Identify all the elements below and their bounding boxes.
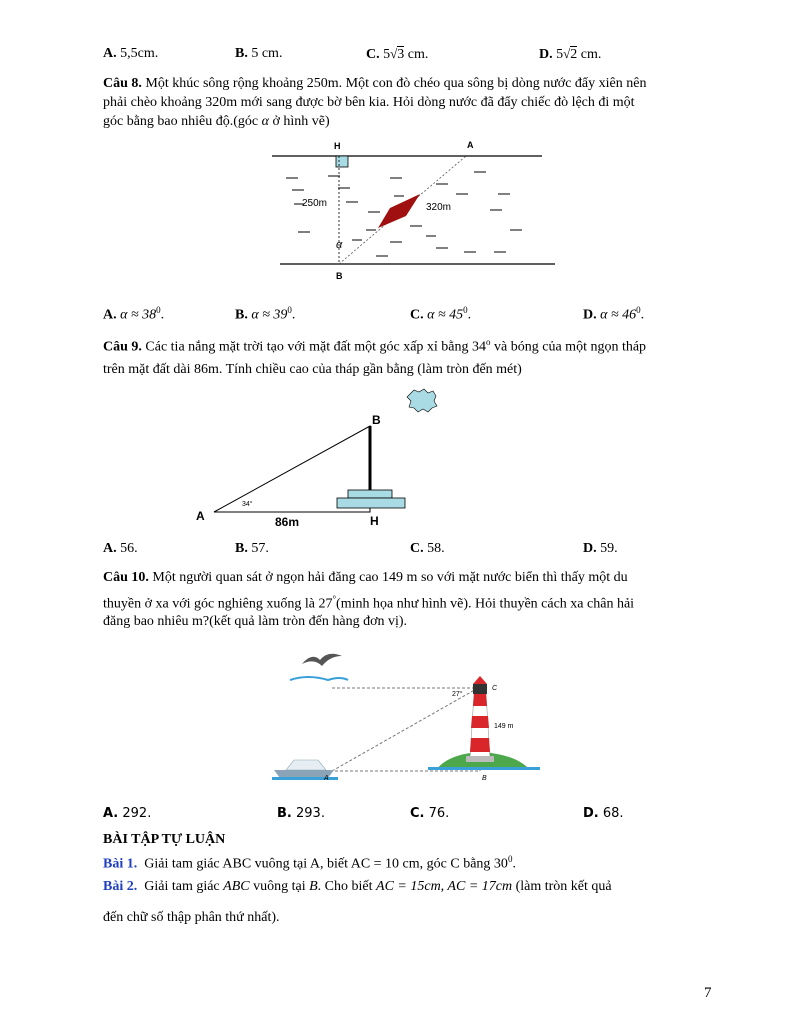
- river-figure: [270, 134, 560, 284]
- label-H: H: [334, 141, 341, 151]
- label-C: C: [492, 685, 498, 692]
- q10-line-3: đăng bao nhiêu m?(kết quả làm tròn đến hàng đơn vị).: [103, 614, 408, 629]
- tower-base-bottom: [337, 498, 405, 508]
- q8-option-d: D. $\alpha \approx 46^0$.: [583, 305, 645, 323]
- q8-line-3: góc bằng bao nhiêu độ.(góc α ở hình vẽ): [103, 114, 330, 129]
- lighthouse-base: [466, 756, 494, 762]
- tower-base-top: [348, 490, 392, 498]
- label-B: B: [372, 413, 381, 427]
- q10-line-1: Câu 10. Một người quan sát ở ngọn hải đăng cao 149 m so với mặt nước biển thì thấy một du: [103, 570, 628, 585]
- label-H: H: [370, 514, 379, 528]
- question-label: Câu 10.: [103, 570, 149, 585]
- q9-option-d: D. 59.: [583, 541, 618, 556]
- option-label: D.: [539, 47, 553, 62]
- label-angle: 34°: [242, 501, 253, 508]
- lighthouse-roof: [473, 676, 487, 684]
- label-A: A: [467, 140, 474, 150]
- label-B: B: [482, 775, 487, 782]
- option-text: 5 cm.: [251, 46, 283, 61]
- q7-option-b: [235, 46, 282, 62]
- q7-option-d: D. 5√2 cm.: [539, 46, 602, 62]
- sqrt-sign: √: [390, 46, 398, 61]
- q9-option-c: C. 58.: [410, 541, 445, 556]
- label-250m: 250m: [302, 198, 328, 209]
- label-A: A: [324, 775, 329, 782]
- option-label: C.: [366, 47, 380, 62]
- exercise-label: Bài 1.: [103, 856, 138, 872]
- bai2-line-2: đến chữ số thập phân thứ nhất).: [103, 910, 280, 925]
- lantern-room: [473, 684, 487, 694]
- label-27deg: 27°: [452, 691, 463, 698]
- label-B: B: [336, 271, 343, 281]
- question-label: Câu 9.: [103, 339, 142, 355]
- q10-line-2: thuyền ở xa với góc nghiêng xuống là 27°(minh họa như hình vẽ). Hỏi thuyền cách xa chân hải: [103, 594, 635, 612]
- question-label: Câu 8.: [103, 76, 142, 91]
- sun-icon: [407, 389, 437, 412]
- q7-option-a: [103, 46, 158, 62]
- exercise-label: Bài 2.: [103, 879, 138, 894]
- q10-option-b: B. 293.: [277, 806, 325, 821]
- sqrt-sign: √: [563, 46, 571, 61]
- water-line: [428, 767, 540, 770]
- q8-option-c: C. $\alpha \approx 45^0$.: [410, 305, 472, 323]
- section-title: BÀI TẬP TỰ LUẬN: [103, 832, 226, 847]
- bird-icon: [302, 654, 342, 666]
- q9-option-b: B. 57.: [235, 541, 269, 556]
- label-149m: 149 m: [494, 723, 514, 730]
- tower-figure: [190, 388, 450, 533]
- q9-line-1: Câu 9. Các tia nắng mặt trời tạo với mặt đất một góc xấp xỉ bằng 34$^o$ và bóng của một ngọn tháp: [103, 337, 647, 355]
- option-text: 5,5cm.: [120, 46, 159, 61]
- right-angle-marker: [336, 156, 348, 167]
- q9-option-a: A. 56.: [103, 541, 138, 556]
- q8-option-a: A. $\alpha \approx 38^0$.: [103, 305, 165, 323]
- bai2-line-1: Bài 2. Giải tam giác ABC vuông tại B. Cho biết AC = 15cm, AC = 17cm (làm tròn kết quả: [103, 879, 612, 894]
- radicand: 3: [397, 47, 405, 62]
- page-number: 7: [704, 985, 712, 1001]
- q8-line-2: phải chèo khoảng 320m mới sang được bờ bên kia. Hỏi dòng nước đã đẩy chiếc đò lệch đi một: [103, 95, 635, 110]
- radicand: 2: [570, 47, 578, 62]
- q10-option-a: A. 292.: [103, 806, 152, 821]
- label-alpha: α: [336, 239, 343, 251]
- option-label: A.: [103, 46, 117, 61]
- label-86m: 86m: [275, 515, 300, 529]
- option-label: B.: [235, 46, 248, 61]
- wave-icon: [290, 677, 348, 680]
- label-A: A: [196, 509, 205, 523]
- label-320m: 320m: [426, 202, 452, 213]
- bai1: Bài 1. Giải tam giác ABC vuông tại A, biết AC = 10 cm, góc C bằng $30^0$.: [103, 854, 516, 872]
- q8-option-b: B. $\alpha \approx 39^0$.: [235, 305, 296, 323]
- lighthouse-figure: [268, 646, 554, 786]
- q7-option-c: C. 5√3 cm.: [366, 46, 429, 62]
- q9-line-2: trên mặt đất dài 86m. Tính chiều cao của tháp gần bằng (làm tròn đến mét): [103, 362, 522, 377]
- q10-option-d: D. 68.: [583, 806, 624, 821]
- q10-option-c: C. 76.: [410, 806, 450, 821]
- q8-line-1: Câu 8. Một khúc sông rộng khoảng 250m. Một con đò chéo qua sông bị dòng nước đẩy xiên nên: [103, 76, 647, 91]
- boat-shape: [378, 194, 420, 228]
